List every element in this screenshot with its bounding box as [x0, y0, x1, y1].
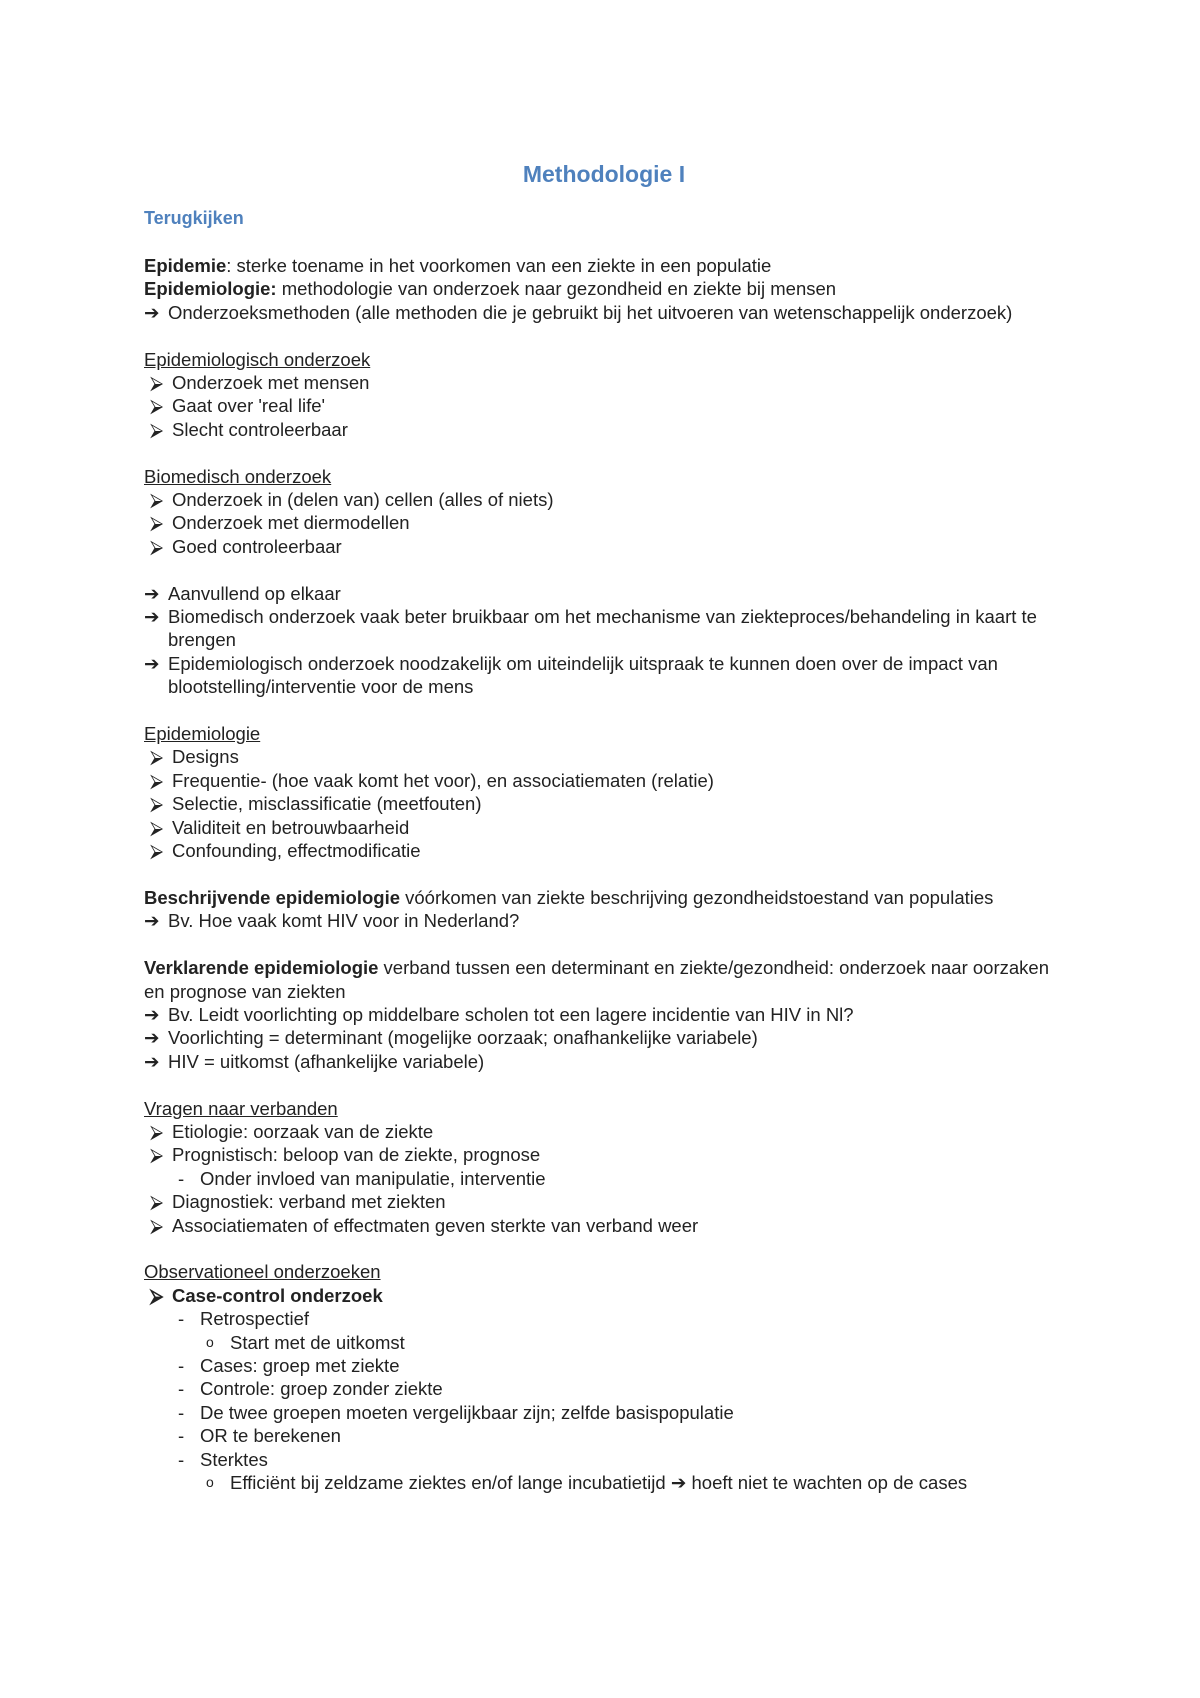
heading-biomedisch-onderzoek: Biomedisch onderzoek: [144, 465, 332, 487]
arrow-icon: ➔: [144, 652, 160, 674]
definition-epidemie: [144, 254, 1064, 277]
page-title: Methodologie I: [522, 161, 686, 187]
arrow-icon: ➔: [144, 301, 160, 323]
list-item: ⮚ Validiteit en betrouwbaarheid: [150, 816, 410, 838]
bullet-arrow-icon: ⮚: [150, 535, 164, 557]
dash-icon: -: [178, 1378, 185, 1400]
list-item: ⮚ Slecht controleerbaar: [150, 418, 348, 440]
dash-icon: -: [178, 1401, 185, 1423]
sub-list-item: - De twee groepen moeten vergelijkbaar zijn; zelfde basispopulatie: [178, 1401, 734, 1423]
arrow-item-example: ➔ HIV = uitkomst (afhankelijke variabele): [144, 1050, 485, 1072]
dash-icon: -: [178, 1308, 185, 1330]
term-verklarende: Verklarende epidemiologie: [144, 957, 379, 979]
arrow-icon: ➔: [144, 1050, 160, 1072]
section-heading-terugkijken: Terugkijken: [144, 208, 244, 228]
arrow-item-example: ➔ Bv. Hoe vaak komt HIV voor in Nederland?: [144, 910, 520, 932]
sub-list-item: - Cases: groep met ziekte: [178, 1354, 400, 1376]
sub-list-item: - Sterktes: [178, 1448, 268, 1470]
bullet-arrow-icon: ⮚: [150, 395, 164, 417]
list-item: ⮚ Onderzoek met diermodellen: [150, 512, 410, 534]
bullet-arrow-icon: ⮚: [150, 1120, 164, 1142]
list-item: ⮚ Prognistisch: beloop van de ziekte, prognose: [150, 1144, 541, 1166]
list-item: ⮚ Goed controleerbaar: [150, 535, 342, 557]
list-item: ⮚ Onderzoek in (delen van) cellen (alles of niets): [150, 489, 554, 511]
sub-sub-list-item: o Efficiënt bij zeldzame ziektes en/of lange incubatietijd ➔ hoeft niet te wachten op de cases: [206, 1472, 968, 1493]
dash-icon: -: [178, 1354, 185, 1376]
circle-bullet-icon: o: [206, 1474, 214, 1490]
heading-vragen-naar-verbanden: Vragen naar verbanden: [144, 1097, 338, 1119]
definition-beschrijvende: Beschrijvende epidemiologie vóórkomen van ziekte beschrijving gezondheidstoestand van populaties: [144, 886, 994, 908]
list-item: ⮚ Confounding, effectmodificatie: [150, 840, 421, 862]
sub-list-item: - OR te berekenen: [178, 1425, 341, 1447]
list-item: ⮚ Frequentie- (hoe vaak komt het voor), en associatiematen (relatie): [150, 769, 714, 791]
sub-list-item: - Retrospectief: [178, 1308, 309, 1330]
term-beschrijvende: Beschrijvende epidemiologie: [144, 886, 400, 908]
bullet-arrow-icon: ⮚: [150, 1284, 164, 1306]
list-item: ⮚ Diagnostiek: verband met ziekten: [150, 1191, 446, 1213]
arrow-icon: ➔: [144, 606, 160, 628]
arrow-icon: ➔: [144, 1027, 160, 1049]
arrow-icon: ➔: [144, 1003, 160, 1025]
dash-icon: -: [178, 1425, 185, 1447]
term-epidemiologie: Epidemiologie:: [144, 278, 277, 300]
def-epidemie: : sterke toename in het voorkomen van een ziekte in een populatie: [226, 255, 772, 276]
sub-list-item: - Controle: groep zonder ziekte: [178, 1378, 443, 1400]
heading-epidemiologisch-onderzoek: Epidemiologisch onderzoek: [144, 348, 371, 370]
bullet-arrow-icon: ⮚: [150, 816, 164, 838]
bullet-arrow-icon: ⮚: [150, 372, 164, 394]
bullet-arrow-icon: ⮚: [150, 840, 164, 862]
circle-bullet-icon: o: [206, 1333, 214, 1350]
heading-observationeel-onderzoeken: Observationeel onderzoeken: [144, 1261, 381, 1283]
sub-sub-list-item: o Start met de uitkomst: [206, 1331, 405, 1353]
bullet-arrow-icon: ⮚: [150, 769, 164, 791]
list-item: ⮚ Selectie, misclassificatie (meetfouten): [150, 793, 482, 815]
arrow-item-biomedisch: ➔ Biomedisch onderzoek vaak beter bruikbaar om het mechanisme van ziekteproces/behandeling in kaart te brengen: [144, 606, 1037, 651]
list-item: ⮚ Etiologie: oorzaak van de ziekte: [150, 1120, 434, 1142]
list-item-case-control: ⮚ Case-control onderzoek: [150, 1284, 383, 1306]
arrow-icon: ➔: [144, 910, 160, 932]
list-item: ⮚ Designs: [150, 746, 239, 768]
document-content: [144, 160, 1064, 1494]
arrow-item-epidemiologisch: ➔ Epidemiologisch onderzoek noodzakelijk om uiteindelijk uitspraak te kunnen doen over de impact van blootstelling/interventie voor de mens: [144, 652, 998, 698]
bullet-arrow-icon: ⮚: [150, 1144, 164, 1166]
dash-icon: -: [178, 1167, 185, 1189]
arrow-icon: ➔: [144, 582, 160, 604]
term-epidemie: Epidemie: [144, 255, 227, 276]
heading-epidemiologie: Epidemiologie: [144, 723, 261, 745]
dash-icon: -: [178, 1448, 185, 1470]
definition-verklarende: Verklarende epidemiologie verband tussen een determinant en ziekte/gezondheid: onderzoek naar oorzaken en prognose van ziekten: [144, 957, 1049, 1002]
arrow-icon: ➔: [670, 1472, 687, 1493]
bullet-arrow-icon: ⮚: [150, 512, 164, 534]
bullet-arrow-icon: ⮚: [150, 1214, 164, 1236]
list-item: ⮚ Associatiematen of effectmaten geven sterkte van verband weer: [150, 1214, 699, 1236]
arrow-item-example: ➔ Voorlichting = determinant (mogelijke oorzaak; onafhankelijke variabele): [144, 1027, 758, 1049]
def-epidemiologie: methodologie van onderzoek naar gezondheid en ziekte bij mensen: [276, 278, 837, 300]
arrow-item-aanvullend: ➔ Aanvullend op elkaar: [144, 582, 341, 604]
bullet-arrow-icon: ⮚: [150, 793, 164, 815]
list-item: ⮚ Onderzoek met mensen: [150, 372, 370, 394]
sub-list-item: - Onder invloed van manipulatie, interventie: [178, 1167, 546, 1189]
definition-epidemiologie: [144, 277, 1064, 300]
bullet-arrow-icon: ⮚: [150, 489, 164, 511]
arrow-item-methods: ➔ Onderzoeksmethoden (alle methoden die je gebruikt bij het uitvoeren van wetenschappelijk onderzoek): [144, 301, 1013, 323]
bullet-arrow-icon: ⮚: [150, 1191, 164, 1213]
bullet-arrow-icon: ⮚: [150, 418, 164, 440]
bullet-arrow-icon: ⮚: [150, 746, 164, 768]
arrow-item-example: ➔ Bv. Leidt voorlichting op middelbare scholen tot een lagere incidentie van HIV in Nl?: [144, 1003, 854, 1025]
list-item: ⮚ Gaat over 'real life': [150, 395, 326, 417]
